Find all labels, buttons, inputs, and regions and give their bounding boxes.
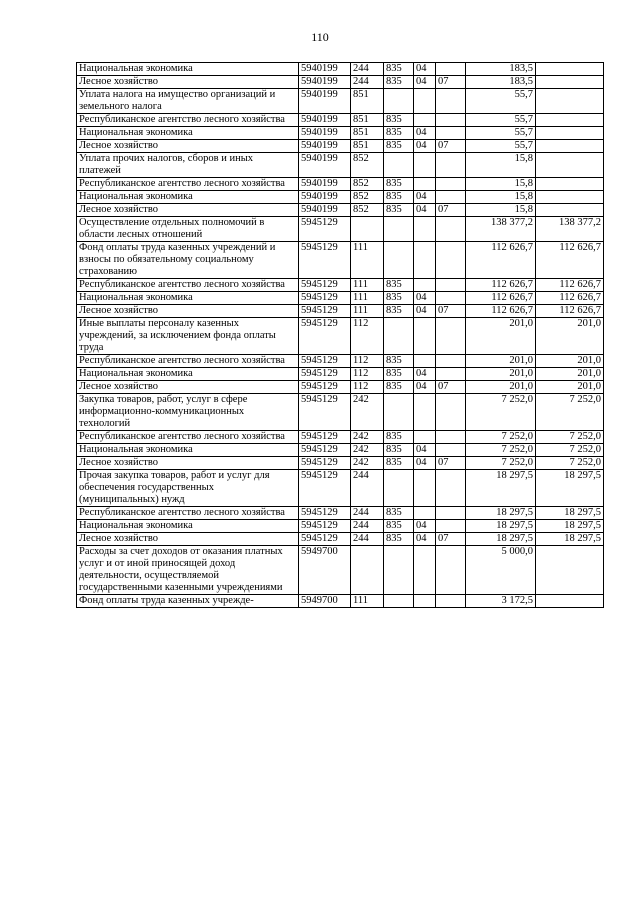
expense-type-cell: 111 (351, 242, 384, 279)
target-article-cell: 5945129 (299, 507, 351, 520)
amount-alt-cell: 112 626,7 (536, 279, 604, 292)
row-name-cell: Республиканское агентство лесного хозяйства (77, 431, 299, 444)
target-article-cell: 5940199 (299, 191, 351, 204)
section-cell (414, 178, 436, 191)
table-row (77, 204, 604, 217)
subsection-cell (436, 89, 466, 114)
table-row (77, 381, 604, 394)
budget-holder-cell (384, 394, 414, 431)
table-row (77, 305, 604, 318)
budget-holder-cell (384, 217, 414, 242)
expense-type-cell: 112 (351, 381, 384, 394)
subsection-cell (436, 127, 466, 140)
amount-cell: 18 297,5 (466, 520, 536, 533)
amount-alt-cell: 7 252,0 (536, 394, 604, 431)
row-name-cell: Национальная экономика (77, 520, 299, 533)
subsection-cell: 07 (436, 533, 466, 546)
table-row (77, 153, 604, 178)
subsection-cell (436, 191, 466, 204)
table-row (77, 520, 604, 533)
expense-type-cell (351, 217, 384, 242)
target-article-cell: 5940199 (299, 89, 351, 114)
budget-holder-cell: 835 (384, 127, 414, 140)
budget-table (76, 62, 604, 608)
target-article-cell: 5940199 (299, 76, 351, 89)
budget-holder-cell: 835 (384, 178, 414, 191)
expense-type-cell: 244 (351, 520, 384, 533)
amount-alt-cell: 112 626,7 (536, 242, 604, 279)
section-cell (414, 279, 436, 292)
budget-holder-cell: 835 (384, 368, 414, 381)
table-row (77, 431, 604, 444)
row-name-cell: Национальная экономика (77, 368, 299, 381)
subsection-cell (436, 355, 466, 368)
amount-cell: 7 252,0 (466, 394, 536, 431)
section-cell (414, 394, 436, 431)
row-name-cell: Национальная экономика (77, 63, 299, 76)
budget-holder-cell: 835 (384, 520, 414, 533)
budget-holder-cell: 835 (384, 457, 414, 470)
table-row (77, 457, 604, 470)
budget-holder-cell: 835 (384, 63, 414, 76)
subsection-cell (436, 394, 466, 431)
expense-type-cell: 111 (351, 292, 384, 305)
row-name-cell: Лесное хозяйство (77, 533, 299, 546)
amount-alt-cell: 112 626,7 (536, 292, 604, 305)
amount-alt-cell (536, 178, 604, 191)
amount-cell: 112 626,7 (466, 292, 536, 305)
amount-alt-cell: 112 626,7 (536, 305, 604, 318)
table-row (77, 76, 604, 89)
row-name-cell: Республиканское агентство лесного хозяйства (77, 114, 299, 127)
budget-holder-cell: 835 (384, 279, 414, 292)
section-cell: 04 (414, 127, 436, 140)
target-article-cell: 5945129 (299, 533, 351, 546)
amount-cell: 55,7 (466, 140, 536, 153)
amount-cell: 18 297,5 (466, 470, 536, 507)
table-row (77, 127, 604, 140)
amount-cell: 183,5 (466, 76, 536, 89)
expense-type-cell: 851 (351, 89, 384, 114)
subsection-cell: 07 (436, 76, 466, 89)
subsection-cell: 07 (436, 305, 466, 318)
table-row (77, 533, 604, 546)
budget-holder-cell (384, 318, 414, 355)
budget-holder-cell: 835 (384, 140, 414, 153)
expense-type-cell: 244 (351, 76, 384, 89)
amount-alt-cell: 201,0 (536, 368, 604, 381)
table-row (77, 546, 604, 595)
target-article-cell: 5940199 (299, 140, 351, 153)
table-row (77, 114, 604, 127)
amount-alt-cell: 201,0 (536, 318, 604, 355)
expense-type-cell: 852 (351, 191, 384, 204)
amount-alt-cell: 138 377,2 (536, 217, 604, 242)
row-name-cell: Лесное хозяйство (77, 457, 299, 470)
target-article-cell: 5945129 (299, 444, 351, 457)
target-article-cell: 5940199 (299, 63, 351, 76)
budget-holder-cell: 835 (384, 114, 414, 127)
target-article-cell: 5945129 (299, 279, 351, 292)
amount-cell: 15,8 (466, 153, 536, 178)
row-name-cell: Республиканское агентство лесного хозяйства (77, 279, 299, 292)
budget-holder-cell: 835 (384, 191, 414, 204)
row-name-cell: Республиканское агентство лесного хозяйства (77, 178, 299, 191)
target-article-cell: 5945129 (299, 470, 351, 507)
expense-type-cell: 242 (351, 457, 384, 470)
budget-holder-cell: 835 (384, 444, 414, 457)
expense-type-cell: 851 (351, 127, 384, 140)
section-cell (414, 242, 436, 279)
section-cell (414, 595, 436, 608)
amount-cell: 201,0 (466, 368, 536, 381)
subsection-cell (436, 114, 466, 127)
amount-cell: 7 252,0 (466, 457, 536, 470)
section-cell: 04 (414, 63, 436, 76)
section-cell: 04 (414, 292, 436, 305)
expense-type-cell: 852 (351, 178, 384, 191)
table-row (77, 394, 604, 431)
section-cell: 04 (414, 140, 436, 153)
table-row (77, 279, 604, 292)
section-cell: 04 (414, 381, 436, 394)
amount-alt-cell (536, 140, 604, 153)
section-cell (414, 355, 436, 368)
expense-type-cell: 111 (351, 595, 384, 608)
target-article-cell: 5949700 (299, 595, 351, 608)
amount-cell: 7 252,0 (466, 444, 536, 457)
row-name-cell: Расходы за счет доходов от оказания платных услуг и от иной приносящей доход деятельности, осуществляемой государственными казенными учреждениями (77, 546, 299, 595)
amount-alt-cell (536, 153, 604, 178)
amount-cell: 15,8 (466, 178, 536, 191)
row-name-cell: Иные выплаты персоналу казенных учреждений, за исключением фонда оплаты труда (77, 318, 299, 355)
subsection-cell (436, 507, 466, 520)
target-article-cell: 5949700 (299, 546, 351, 595)
subsection-cell: 07 (436, 140, 466, 153)
amount-alt-cell (536, 204, 604, 217)
target-article-cell: 5940199 (299, 153, 351, 178)
section-cell: 04 (414, 305, 436, 318)
budget-holder-cell: 835 (384, 355, 414, 368)
amount-alt-cell (536, 127, 604, 140)
section-cell (414, 114, 436, 127)
budget-holder-cell: 835 (384, 431, 414, 444)
table-row (77, 595, 604, 608)
target-article-cell: 5940199 (299, 178, 351, 191)
row-name-cell: Уплата налога на имущество организаций и земельного налога (77, 89, 299, 114)
subsection-cell (436, 444, 466, 457)
row-name-cell: Закупка товаров, работ, услуг в сфере информационно-коммуникационных технологий (77, 394, 299, 431)
section-cell: 04 (414, 76, 436, 89)
target-article-cell: 5940199 (299, 127, 351, 140)
subsection-cell (436, 546, 466, 595)
subsection-cell (436, 368, 466, 381)
section-cell (414, 153, 436, 178)
subsection-cell (436, 63, 466, 76)
budget-holder-cell (384, 153, 414, 178)
amount-alt-cell (536, 191, 604, 204)
budget-holder-cell: 835 (384, 204, 414, 217)
table-body (77, 63, 604, 608)
expense-type-cell: 112 (351, 318, 384, 355)
expense-type-cell: 242 (351, 444, 384, 457)
table-row (77, 63, 604, 76)
section-cell: 04 (414, 204, 436, 217)
amount-cell: 15,8 (466, 191, 536, 204)
amount-cell: 201,0 (466, 318, 536, 355)
row-name-cell: Лесное хозяйство (77, 76, 299, 89)
amount-cell: 55,7 (466, 89, 536, 114)
amount-cell: 112 626,7 (466, 242, 536, 279)
target-article-cell: 5945129 (299, 457, 351, 470)
amount-cell: 201,0 (466, 355, 536, 368)
amount-cell: 18 297,5 (466, 533, 536, 546)
target-article-cell: 5945129 (299, 381, 351, 394)
section-cell: 04 (414, 444, 436, 457)
subsection-cell (436, 217, 466, 242)
expense-type-cell: 851 (351, 114, 384, 127)
target-article-cell: 5945129 (299, 394, 351, 431)
expense-type-cell: 244 (351, 63, 384, 76)
expense-type-cell: 852 (351, 153, 384, 178)
section-cell (414, 470, 436, 507)
subsection-cell: 07 (436, 457, 466, 470)
subsection-cell (436, 242, 466, 279)
section-cell (414, 318, 436, 355)
table-row (77, 470, 604, 507)
expense-type-cell: 244 (351, 507, 384, 520)
amount-cell: 7 252,0 (466, 431, 536, 444)
amount-alt-cell: 7 252,0 (536, 444, 604, 457)
budget-holder-cell: 835 (384, 305, 414, 318)
subsection-cell (436, 318, 466, 355)
budget-holder-cell (384, 595, 414, 608)
subsection-cell (436, 153, 466, 178)
amount-alt-cell (536, 76, 604, 89)
subsection-cell (436, 470, 466, 507)
subsection-cell (436, 292, 466, 305)
budget-holder-cell: 835 (384, 533, 414, 546)
table-row (77, 140, 604, 153)
expense-type-cell: 244 (351, 470, 384, 507)
table-row (77, 355, 604, 368)
row-name-cell: Фонд оплаты труда казенных учреждений и взносы по обязательному социальному страхованию (77, 242, 299, 279)
budget-holder-cell: 835 (384, 292, 414, 305)
budget-holder-cell (384, 89, 414, 114)
row-name-cell: Прочая закупка товаров, работ и услуг для обеспечения государственных (муниципальных) нужд (77, 470, 299, 507)
row-name-cell: Лесное хозяйство (77, 140, 299, 153)
amount-cell: 112 626,7 (466, 305, 536, 318)
target-article-cell: 5945129 (299, 355, 351, 368)
amount-cell: 55,7 (466, 127, 536, 140)
section-cell (414, 507, 436, 520)
expense-type-cell (351, 546, 384, 595)
table-row (77, 89, 604, 114)
amount-cell: 15,8 (466, 204, 536, 217)
amount-alt-cell: 201,0 (536, 355, 604, 368)
expense-type-cell: 242 (351, 394, 384, 431)
expense-type-cell: 111 (351, 305, 384, 318)
expense-type-cell: 242 (351, 431, 384, 444)
amount-alt-cell: 7 252,0 (536, 457, 604, 470)
amount-alt-cell (536, 114, 604, 127)
table-row (77, 292, 604, 305)
amount-cell: 5 000,0 (466, 546, 536, 595)
subsection-cell (436, 595, 466, 608)
table-row (77, 191, 604, 204)
target-article-cell: 5945129 (299, 217, 351, 242)
amount-cell: 138 377,2 (466, 217, 536, 242)
amount-alt-cell: 18 297,5 (536, 533, 604, 546)
amount-alt-cell: 18 297,5 (536, 507, 604, 520)
table-row (77, 217, 604, 242)
target-article-cell: 5945129 (299, 292, 351, 305)
table-row (77, 178, 604, 191)
amount-alt-cell (536, 546, 604, 595)
amount-alt-cell: 201,0 (536, 381, 604, 394)
amount-cell: 55,7 (466, 114, 536, 127)
row-name-cell: Национальная экономика (77, 191, 299, 204)
amount-alt-cell: 7 252,0 (536, 431, 604, 444)
row-name-cell: Лесное хозяйство (77, 204, 299, 217)
target-article-cell: 5940199 (299, 204, 351, 217)
expense-type-cell: 112 (351, 355, 384, 368)
table-row (77, 368, 604, 381)
amount-cell: 112 626,7 (466, 279, 536, 292)
budget-holder-cell (384, 470, 414, 507)
target-article-cell: 5945129 (299, 520, 351, 533)
row-name-cell: Уплата прочих налогов, сборов и иных платежей (77, 153, 299, 178)
section-cell: 04 (414, 533, 436, 546)
target-article-cell: 5945129 (299, 431, 351, 444)
subsection-cell: 07 (436, 204, 466, 217)
section-cell: 04 (414, 191, 436, 204)
amount-cell: 18 297,5 (466, 507, 536, 520)
table-row (77, 242, 604, 279)
amount-alt-cell (536, 89, 604, 114)
subsection-cell (436, 431, 466, 444)
amount-alt-cell (536, 63, 604, 76)
subsection-cell: 07 (436, 381, 466, 394)
expense-type-cell: 244 (351, 533, 384, 546)
section-cell (414, 217, 436, 242)
row-name-cell: Национальная экономика (77, 292, 299, 305)
expense-type-cell: 112 (351, 368, 384, 381)
budget-holder-cell: 835 (384, 507, 414, 520)
page-number: 110 (311, 30, 329, 44)
section-cell (414, 546, 436, 595)
amount-alt-cell: 18 297,5 (536, 470, 604, 507)
budget-holder-cell (384, 242, 414, 279)
section-cell (414, 89, 436, 114)
subsection-cell (436, 279, 466, 292)
budget-holder-cell (384, 546, 414, 595)
expense-type-cell: 852 (351, 204, 384, 217)
amount-cell: 3 172,5 (466, 595, 536, 608)
row-name-cell: Лесное хозяйство (77, 305, 299, 318)
row-name-cell: Лесное хозяйство (77, 381, 299, 394)
table-row (77, 318, 604, 355)
target-article-cell: 5940199 (299, 114, 351, 127)
expense-type-cell: 111 (351, 279, 384, 292)
row-name-cell: Национальная экономика (77, 444, 299, 457)
row-name-cell: Национальная экономика (77, 127, 299, 140)
section-cell (414, 431, 436, 444)
table-row (77, 444, 604, 457)
row-name-cell: Фонд оплаты труда казенных учрежде- (77, 595, 299, 608)
target-article-cell: 5945129 (299, 318, 351, 355)
section-cell: 04 (414, 520, 436, 533)
section-cell: 04 (414, 457, 436, 470)
section-cell: 04 (414, 368, 436, 381)
amount-cell: 183,5 (466, 63, 536, 76)
target-article-cell: 5945129 (299, 305, 351, 318)
row-name-cell: Республиканское агентство лесного хозяйства (77, 507, 299, 520)
amount-alt-cell (536, 595, 604, 608)
target-article-cell: 5945129 (299, 242, 351, 279)
row-name-cell: Осуществление отдельных полномочий в области лесных отношений (77, 217, 299, 242)
budget-holder-cell: 835 (384, 76, 414, 89)
expense-type-cell: 851 (351, 140, 384, 153)
budget-holder-cell: 835 (384, 381, 414, 394)
target-article-cell: 5945129 (299, 368, 351, 381)
subsection-cell (436, 178, 466, 191)
row-name-cell: Республиканское агентство лесного хозяйства (77, 355, 299, 368)
amount-cell: 201,0 (466, 381, 536, 394)
table-row (77, 507, 604, 520)
subsection-cell (436, 520, 466, 533)
amount-alt-cell: 18 297,5 (536, 520, 604, 533)
